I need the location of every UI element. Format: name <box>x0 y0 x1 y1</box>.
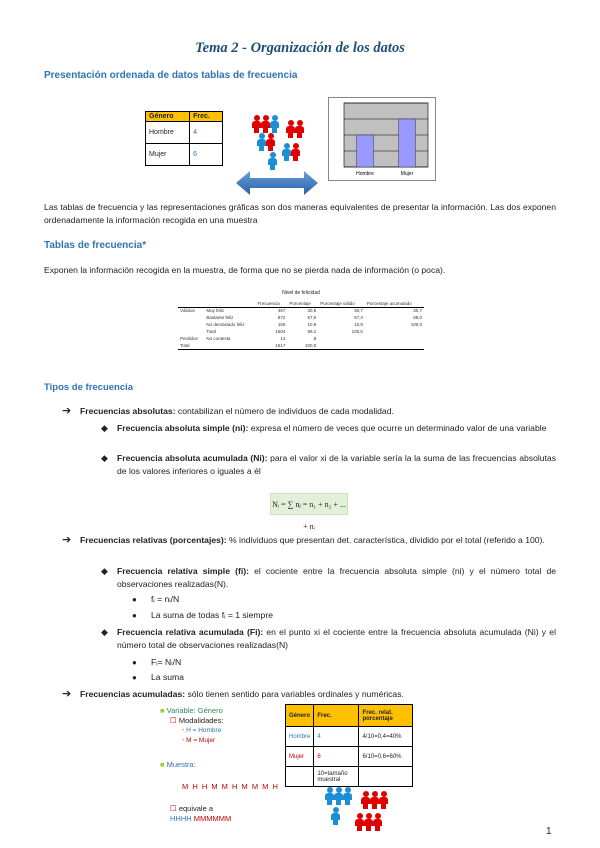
list-item: Frecuencia relativa acumulada (Fi): en el punto xi el cociente entre la frecuencia absoluta acumulada (Ni) y el número total de observaciones realizadas(N) <box>117 627 556 650</box>
x-tick-label: Hombre <box>356 171 374 177</box>
stat-table-title: Nivel de felicidad <box>282 290 320 296</box>
list-item: Frecuencia relativa simple (fi): el cociente entre la frecuencia absoluta simple (ni) y el número total de observaciones realizadas(N). <box>117 566 557 589</box>
bullet-icon: ■ <box>160 760 165 769</box>
table-cell: 4/10=0,4=40% <box>359 727 413 747</box>
variable-label: Variable: Género <box>166 706 223 715</box>
table-cell: 6 <box>314 747 359 767</box>
example-frequency-table <box>285 704 413 787</box>
stat-cell: .8 <box>312 336 317 341</box>
arrow-bullet-icon: ➔ <box>62 534 72 546</box>
table-cell: Hombre <box>146 122 190 144</box>
woman-icon <box>295 120 304 138</box>
intro-paragraph: Las tablas de frecuencia y las representaciones gráficas son dos maneras equivalentes de presentar la información. Las dos exponen ordenadamente la información recogida en una muestra <box>44 202 556 225</box>
stat-cell: 57,3 <box>354 315 363 320</box>
woman-icon <box>252 115 261 133</box>
list-item: La suma <box>151 672 184 682</box>
example-block: ■ Variable: Género ☐ Modalidades: • H = Hombre • M = Mujer ■ Muestra: M H H M M H M M M H ☐ equivale a HHHH MMMMMM <box>160 706 279 823</box>
woman-icon <box>291 143 300 161</box>
equivale-mujeres: MMMMMM <box>193 814 232 823</box>
stat-cell <box>318 335 365 342</box>
stat-cell <box>178 321 204 328</box>
stat-cell: 30,8 <box>307 308 317 314</box>
stat-cell: Perdidos <box>180 336 198 341</box>
section-heading-tipos: Tipos de frecuencia <box>44 382 134 393</box>
list-item: Frecuencias absolutas: contabilizan el número de individuos de cada modalidad. <box>80 406 394 416</box>
stat-cell: 1517 <box>275 342 286 348</box>
diamond-bullet-icon: ◆ <box>101 627 108 637</box>
diamond-bullet-icon: ◆ <box>101 453 108 463</box>
list-item: Frecuencias relativas (porcentajes): % individuos que presentan det. característica, dividido por el total (referido a 100). <box>80 535 545 545</box>
list-item: La suma de todas fᵢ = 1 siempre <box>151 610 273 620</box>
dot-bullet-icon: ● <box>132 673 137 682</box>
dot-bullet-icon: ● <box>132 611 137 620</box>
woman-icon <box>361 791 370 809</box>
table-cell: Hombre <box>286 727 314 747</box>
man-icon <box>282 143 291 161</box>
checkbox-icon: ☐ <box>170 804 177 813</box>
formula-box: Nᵢ = ∑ nⱼ = n₁ + n₂ + ... + nᵢ <box>270 493 348 515</box>
section-heading-tablas: Tablas de frecuencia* <box>44 240 147 251</box>
woman-icon <box>261 115 270 133</box>
table-cell: 6/10=0,6=60% <box>359 747 413 767</box>
stat-cell <box>178 314 204 321</box>
list-item: fᵢ = nᵢ/N <box>151 594 180 604</box>
stat-cell <box>178 328 204 335</box>
bar-mujer <box>399 119 416 167</box>
stat-header: Porcentaje acumulado <box>366 300 412 306</box>
stat-cell: Total <box>206 329 216 334</box>
stat-cell: Muy feliz <box>206 308 225 314</box>
table-cell: 10=tamaño muestral <box>314 767 359 787</box>
table-cell: 6 <box>190 144 223 166</box>
stat-cell: Total <box>180 342 190 348</box>
table-header: Frec. relat. porcentaje <box>359 705 413 727</box>
woman-icon <box>379 791 388 809</box>
page-title: Tema 2 - Organización de los datos <box>195 40 405 56</box>
stat-cell <box>204 342 255 349</box>
stat-cell: 99,2 <box>307 329 317 334</box>
table-cell: 4 <box>314 727 359 747</box>
stat-cell: 100,0 <box>410 322 422 327</box>
man-icon <box>257 133 266 151</box>
table-header: Frec. <box>190 112 223 122</box>
diamond-bullet-icon: ◆ <box>101 423 108 433</box>
man-icon <box>343 787 352 805</box>
table-header: Género <box>286 705 314 727</box>
stat-header: Porcentaje <box>289 300 311 306</box>
dot-bullet-icon: ● <box>132 658 137 667</box>
stat-cell <box>365 342 424 349</box>
checkbox-icon: ☐ <box>170 716 177 725</box>
stat-header <box>178 300 204 307</box>
stat-header <box>204 300 255 307</box>
woman-icon <box>355 813 364 831</box>
man-icon <box>270 115 279 133</box>
x-tick-label: Mujer <box>400 171 414 177</box>
modalidad-hombre: H = Hombre <box>186 727 222 734</box>
stat-cell: 100,0 <box>351 329 363 334</box>
table-cell: Mujer <box>286 747 314 767</box>
muestra-sequence: M H H M M H M M M H <box>182 782 279 791</box>
stat-cell: No contesta <box>206 336 231 341</box>
diamond-bullet-icon: ◆ <box>101 566 108 576</box>
arrow-bullet-icon: ➔ <box>62 405 72 417</box>
stat-cell: 57,5 <box>307 315 317 320</box>
stat-cell: 872 <box>277 315 286 320</box>
modalidades-label: Modalidades: <box>178 716 224 725</box>
muestra-label: Muestra: <box>166 760 196 769</box>
stat-cell: 30,7 <box>354 308 363 314</box>
table-cell: 4 <box>190 122 223 144</box>
woman-icon <box>266 133 275 151</box>
stat-header: Frecuencia <box>257 300 280 306</box>
woman-icon <box>364 813 373 831</box>
woman-icon <box>286 120 295 138</box>
man-icon <box>268 152 277 170</box>
stat-cell: No demasiado feliz <box>206 322 245 327</box>
stat-cell: 467 <box>277 308 286 314</box>
table-cell: Mujer <box>146 144 190 166</box>
table-header: Frec. <box>314 705 359 727</box>
stat-cell <box>365 328 424 335</box>
genero-frequency-table <box>145 111 223 166</box>
stat-cell: 1504 <box>275 329 286 334</box>
section-heading-presentacion: Presentación ordenada de datos tablas de frecuencia <box>44 70 298 81</box>
stat-cell <box>318 342 365 349</box>
man-icon <box>325 787 334 805</box>
stat-cell: 100,0 <box>304 342 317 348</box>
list-item: Frecuencia absoluta simple (ni): expresa el número de veces que ocurre un determinado valor de una variable <box>117 423 547 433</box>
people-illustration-2 <box>325 787 395 842</box>
table-header: Género <box>146 112 190 122</box>
stat-cell: 165 <box>277 322 286 327</box>
stat-header: Porcentaje válido <box>320 300 355 306</box>
stat-cell: Válidos <box>180 308 195 314</box>
stat-cell: 10,9 <box>354 322 363 327</box>
list-item: Fᵢ= Nᵢ/N <box>151 657 182 667</box>
genero-bar-chart <box>328 97 436 181</box>
tablas-paragraph: Exponen la información recogida en la muestra, de forma que no se pierda nada de información (o poca). <box>44 265 446 275</box>
stat-cell: 10,9 <box>307 322 317 327</box>
felicidad-stat-table <box>178 300 424 350</box>
man-icon <box>331 807 340 825</box>
woman-icon <box>370 791 379 809</box>
stat-cell <box>365 335 424 342</box>
arrow-bullet-icon: ➔ <box>62 688 72 700</box>
list-item: Frecuencias acumuladas: sólo tienen sentido para variables ordinales y numéricas. <box>80 689 404 699</box>
dot-bullet-icon: ● <box>132 595 137 604</box>
stat-cell: 30,7 <box>413 308 422 314</box>
stat-cell: 88,0 <box>413 315 422 320</box>
page-number: 1 <box>546 826 552 837</box>
bullet-icon: ■ <box>160 706 165 715</box>
stat-cell: Bastante feliz <box>206 315 234 320</box>
equivale-label: equivale a <box>178 804 214 813</box>
equivale-hombres: HHHH <box>170 814 192 823</box>
modalidad-mujer: M = Mujer <box>186 737 216 744</box>
double-arrow-icon <box>236 170 318 196</box>
woman-icon <box>373 813 382 831</box>
stat-cell: 13 <box>280 336 286 341</box>
bar-hombre <box>357 135 374 167</box>
list-item: Frecuencia absoluta acumulada (Ni): para el valor xi de la variable sería la la suma de las frecuencias absolutas de los valores inferiores o iguales a él <box>117 453 556 476</box>
man-icon <box>334 787 343 805</box>
